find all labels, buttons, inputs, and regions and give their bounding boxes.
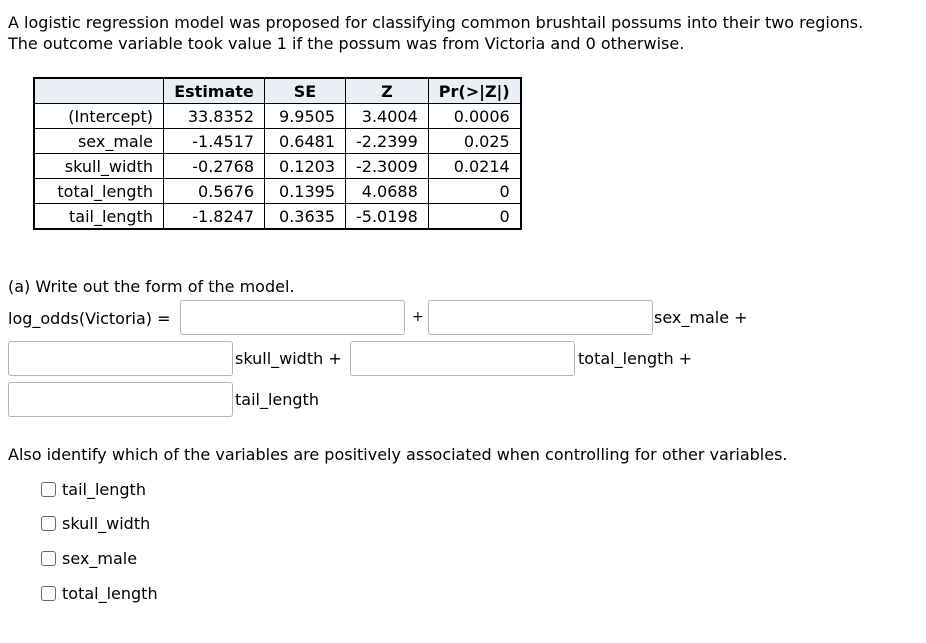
row-term: sex_male	[34, 129, 164, 154]
option-label: tail_length	[62, 480, 146, 499]
option-sex-male[interactable]	[41, 549, 137, 568]
sex-male-term-label: sex_male +	[654, 308, 748, 327]
cell-se: 0.6481	[265, 129, 346, 154]
tail-length-term-label: tail_length	[235, 390, 319, 409]
checkbox[interactable]	[41, 586, 56, 601]
row-term: total_length	[34, 179, 164, 204]
cell-se: 0.1203	[265, 154, 346, 179]
cell-se: 0.1395	[265, 179, 346, 204]
cell-z: 3.4004	[346, 104, 429, 129]
regression-table	[33, 77, 522, 230]
header-z: Z	[346, 78, 429, 104]
skull-width-coef-input[interactable]	[8, 341, 233, 376]
option-tail-length[interactable]	[41, 480, 146, 499]
table-header-row	[34, 78, 521, 104]
model-lhs-label: log_odds(Victoria) =	[8, 309, 171, 328]
cell-p: 0	[428, 204, 520, 230]
option-label: total_length	[62, 584, 158, 603]
cell-estimate: -1.4517	[164, 129, 265, 154]
total-length-term-label: total_length +	[578, 349, 693, 368]
header-p: Pr(>|Z|)	[428, 78, 520, 104]
skull-width-term-label: skull_width +	[235, 349, 342, 368]
intro-line-2: The outcome variable took value 1 if the possum was from Victoria and 0 otherwise.	[8, 34, 685, 53]
checkbox[interactable]	[41, 551, 56, 566]
table-row	[34, 154, 521, 179]
question-intro	[8, 12, 863, 54]
plus-sign: +	[412, 309, 424, 325]
checkbox[interactable]	[41, 516, 56, 531]
row-term: (Intercept)	[34, 104, 164, 129]
cell-estimate: -0.2768	[164, 154, 265, 179]
intercept-input[interactable]	[180, 300, 405, 335]
cell-estimate: 33.8352	[164, 104, 265, 129]
checkbox[interactable]	[41, 482, 56, 497]
cell-p: 0.0214	[428, 154, 520, 179]
header-estimate: Estimate	[164, 78, 265, 104]
cell-z: 4.0688	[346, 179, 429, 204]
part-a-prompt: (a) Write out the form of the model.	[8, 277, 295, 296]
part-b-prompt: Also identify which of the variables are positively associated when controlling for other variables.	[8, 445, 788, 464]
header-term	[34, 78, 164, 104]
cell-p: 0.0006	[428, 104, 520, 129]
table-row	[34, 204, 521, 230]
header-se: SE	[265, 78, 346, 104]
cell-estimate: -1.8247	[164, 204, 265, 230]
option-label: sex_male	[62, 549, 138, 568]
table-row	[34, 129, 521, 154]
cell-z: -5.0198	[346, 204, 429, 230]
sex-male-coef-input[interactable]	[428, 300, 653, 335]
cell-se: 0.3635	[265, 204, 346, 230]
row-term: tail_length	[34, 204, 164, 230]
option-total-length[interactable]	[41, 584, 158, 603]
option-label: skull_width	[62, 514, 151, 533]
intro-line-1: A logistic regression model was proposed for classifying common brushtail possums into their two regions.	[8, 13, 864, 32]
table-row	[34, 104, 521, 129]
total-length-coef-input[interactable]	[350, 341, 575, 376]
cell-z: -2.2399	[346, 129, 429, 154]
cell-se: 9.9505	[265, 104, 346, 129]
option-skull-width[interactable]	[41, 514, 150, 533]
cell-z: -2.3009	[346, 154, 429, 179]
row-term: skull_width	[34, 154, 164, 179]
table-row	[34, 179, 521, 204]
cell-p: 0.025	[428, 129, 520, 154]
tail-length-coef-input[interactable]	[8, 382, 233, 417]
cell-estimate: 0.5676	[164, 179, 265, 204]
cell-p: 0	[428, 179, 520, 204]
